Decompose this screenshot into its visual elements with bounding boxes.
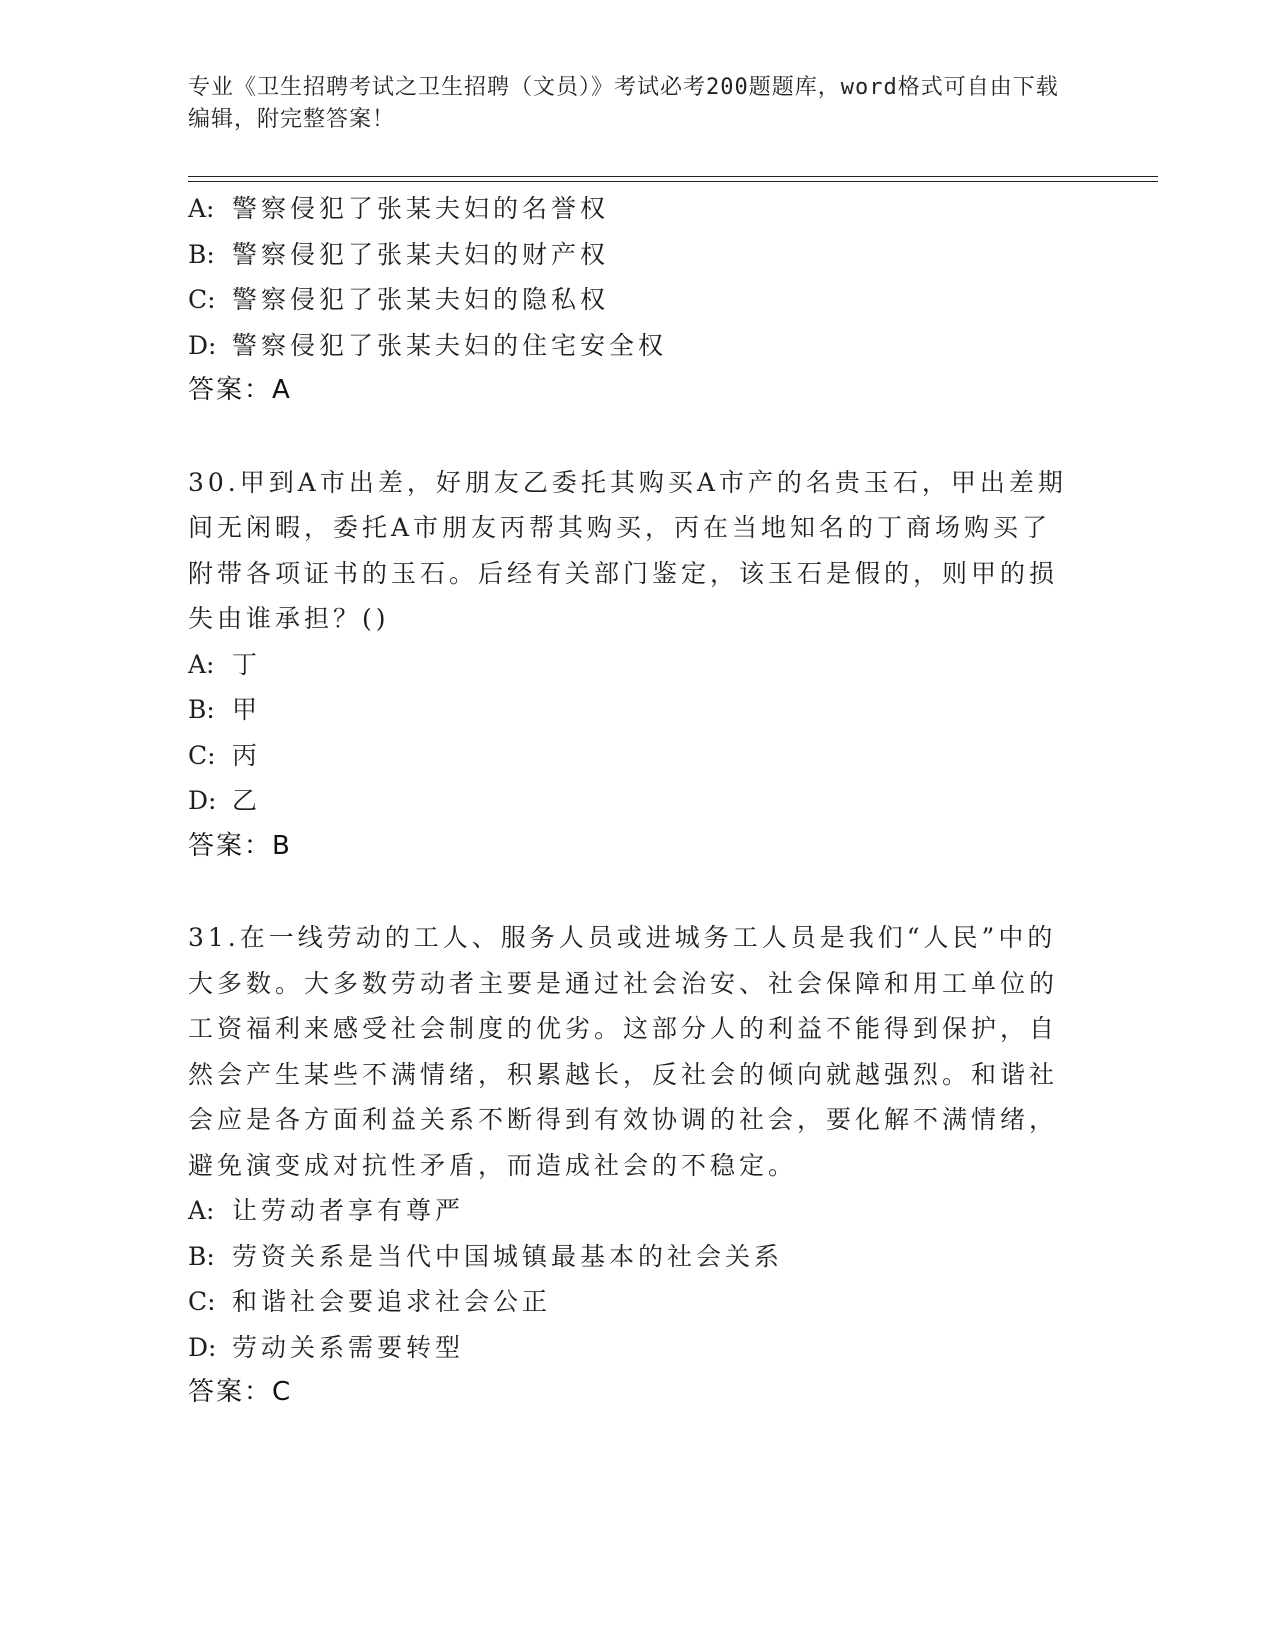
option-d: D: 劳动关系需要转型 xyxy=(188,1332,465,1362)
option-c: C: 丙 xyxy=(188,740,262,770)
option-d: D: 乙 xyxy=(188,786,262,815)
answer-line: 答案：C xyxy=(188,1377,293,1407)
header-rule-top xyxy=(188,176,1158,177)
question-text-line: 30.甲到A市出差，好朋友乙委托其购买A市产的名贵玉石，甲出差期 xyxy=(188,467,1067,497)
question-text-line: 大多数。大多数劳动者主要是通过社会治安、社会保障和用工单位的 xyxy=(188,968,1059,998)
option-a: A: 让劳动者享有尊严 xyxy=(188,1196,465,1225)
option-a: A: 丁 xyxy=(188,649,262,679)
option-a: A: 警察侵犯了张某夫妇的名誉权 xyxy=(188,194,610,223)
answer-line: 答案：A xyxy=(188,375,292,405)
document-header: 专业《卫生招聘考试之卫生招聘（文员）》考试必考200题题库，word格式可自由下载编辑，附完整答案！ xyxy=(188,75,1059,132)
answer-line: 答案：B xyxy=(188,830,292,861)
option-d: D: 警察侵犯了张某夫妇的住宅安全权 xyxy=(188,330,668,360)
question-block-29 xyxy=(188,186,1088,414)
question-block-31 xyxy=(188,915,1088,1416)
question-text-line: 会应是各方面利益关系不断得到有效协调的社会，要化解不满情绪， xyxy=(188,1105,1059,1134)
header-rule-bottom xyxy=(188,181,1158,182)
question-text-line: 31.在一线劳动的工人、服务人员或进城务工人员是我们“人民”中的 xyxy=(188,923,1057,952)
option-b: B: 劳资关系是当代中国城镇最基本的社会关系 xyxy=(188,1241,784,1271)
question-text-line: 然会产生某些不满情绪，积累越长，反社会的倾向就越强烈。和谐社 xyxy=(188,1059,1059,1089)
option-c: C: 和谐社会要追求社会公正 xyxy=(188,1287,552,1316)
question-text-line: 避免演变成对抗性矛盾，而造成社会的不稳定。 xyxy=(188,1150,798,1180)
document-body xyxy=(188,186,1088,1416)
question-text-line: 附带各项证书的玉石。后经有关部门鉴定，该玉石是假的，则甲的损 xyxy=(188,558,1059,588)
spacer xyxy=(188,414,1088,460)
question-text-line: 工资福利来感受社会制度的优劣。这部分人的利益不能得到保护，自 xyxy=(188,1014,1059,1043)
option-b: B: 甲 xyxy=(188,695,262,724)
question-text-line: 间无闲暇，委托A市朋友丙帮其购买，丙在当地知名的丁商场购买了 xyxy=(188,513,1052,542)
option-c: C: 警察侵犯了张某夫妇的隐私权 xyxy=(188,285,610,314)
question-block-30 xyxy=(188,460,1088,870)
option-b: B: 警察侵犯了张某夫妇的财产权 xyxy=(188,239,610,269)
spacer xyxy=(188,869,1088,915)
question-text-line: 失由谁承担？() xyxy=(188,604,390,633)
